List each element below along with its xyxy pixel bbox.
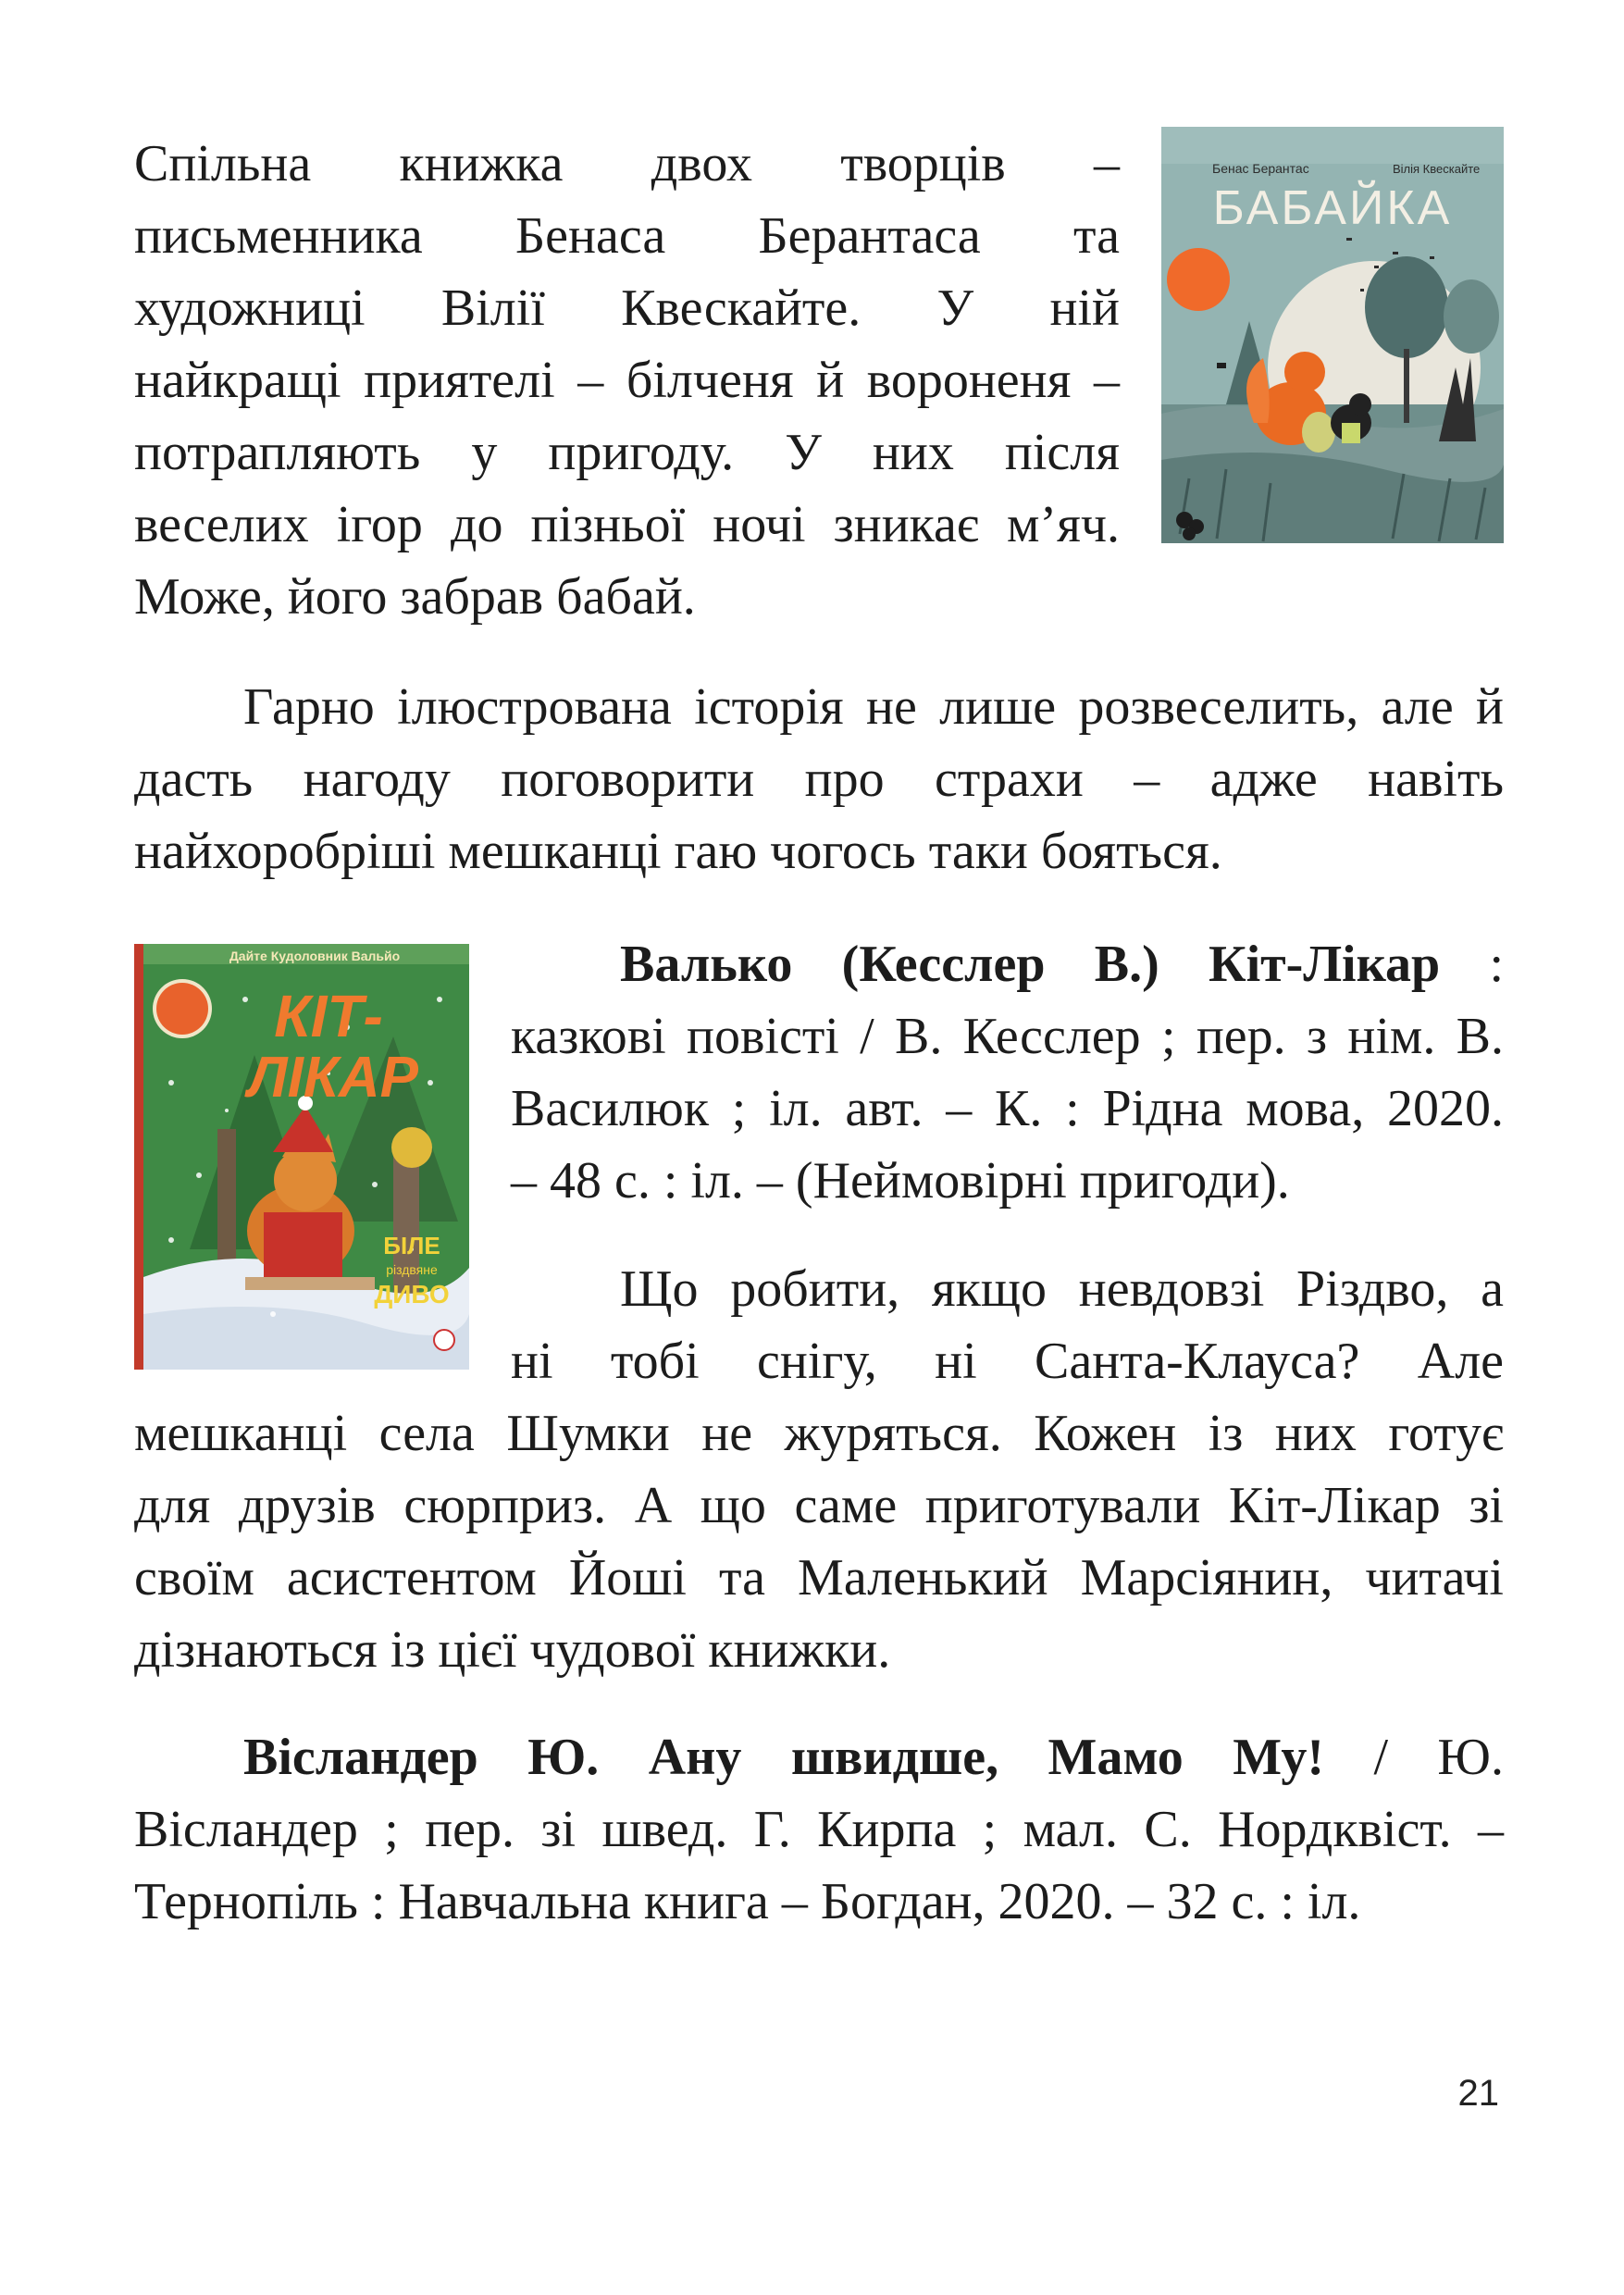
- cover-title: БАБАЙКА: [1212, 181, 1453, 235]
- book-title: Вісландер Ю. Ану швидше, Мамо Му!: [243, 1729, 1324, 1786]
- text-line: ні тобі снігу, ні Санта-Клауса? Але: [511, 1333, 1504, 1390]
- cover-author: Бенас Берантас: [1212, 161, 1309, 176]
- text-line: Може, його забрав бабай.: [134, 568, 696, 626]
- text-line: найкращі приятелі – білченя й вороненя –: [134, 352, 1120, 409]
- book-title: Валько (Кесслер В.) Кіт-Лікар: [620, 936, 1441, 993]
- cover-title-1: КІТ-: [274, 983, 383, 1049]
- kit-likar-description-top: [511, 1253, 1504, 1397]
- text-line: Гарно ілюстрована історія не лише розвеселить, але й: [243, 678, 1504, 736]
- text-line: Тернопіль : Навчальна книга – Богдан, 2020. – 32 с. : іл.: [134, 1873, 1361, 1930]
- text-line: веселих ігор до пізньої ночі зникає м’яч.: [134, 496, 1120, 553]
- text-line: найхоробріші мешканці гаю чогось таки бояться.: [134, 823, 1222, 880]
- text-line: Вісландер ; пер. зі швед. Г. Кирпа ; мал. С. Нордквіст. –: [134, 1801, 1504, 1858]
- book-cover-kit-likar: [134, 944, 469, 1370]
- text-line: мешканці села Шумки не журяться. Кожен із них готує: [134, 1405, 1504, 1462]
- text-line: своїм асистентом Йоші та Маленький Марсіянин, читачі: [134, 1549, 1504, 1606]
- mamo-mu-entry: [134, 1721, 1504, 1938]
- text-line: для друзів сюрприз. А що саме приготували Кіт-Лікар зі: [134, 1477, 1504, 1534]
- cover-subtitle-2: різдвяне: [386, 1262, 438, 1277]
- book-cover-babaika: [1161, 127, 1504, 543]
- text-line: письменника Бенаса Берантаса та: [134, 207, 1120, 265]
- text-line: дізнаються із цієї чудової книжки.: [134, 1621, 891, 1679]
- text-line: Спільна книжка двох творців –: [134, 135, 1120, 192]
- text-line: художниці Вілії Квескайте. У ній: [134, 279, 1120, 337]
- kit-likar-entry: [511, 928, 1504, 1217]
- text-line: Вісландер Ю. Ану швидше, Мамо Му! / Ю.: [243, 1729, 1504, 1786]
- text-line: Що робити, якщо невдовзі Різдво, а: [620, 1260, 1504, 1318]
- cover-subtitle-1: БІЛЕ: [383, 1232, 440, 1259]
- text-line: Валько (Кесслер В.) Кіт-Лікар :: [620, 936, 1504, 993]
- kit-likar-description-bottom: [134, 1397, 1504, 1686]
- text-line: – 48 с. : іл. – (Неймовірні пригоди).: [511, 1152, 1290, 1210]
- babaika-description: [134, 128, 1120, 633]
- text-line: дасть нагоду поговорити про страхи – адже навіть: [134, 751, 1504, 808]
- cover-title-2: ЛІКАР: [247, 1046, 419, 1110]
- cover-illustrator: Вілія Квескайте: [1393, 162, 1481, 176]
- cover-subtitle-3: ДИВО: [374, 1280, 450, 1309]
- text-line: потрапляють у пригоду. У них після: [134, 424, 1120, 481]
- text-line: казкові повісті / В. Кесслер ; пер. з нім. В.: [511, 1008, 1504, 1065]
- cover-authors: Дайте Кудоловник Вальйо: [229, 949, 401, 963]
- page-number: 21: [1457, 2073, 1499, 2114]
- babaika-paragraph: [134, 671, 1504, 887]
- text-line: Василюк ; іл. авт. – К. : Рідна мова, 2020.: [511, 1080, 1504, 1137]
